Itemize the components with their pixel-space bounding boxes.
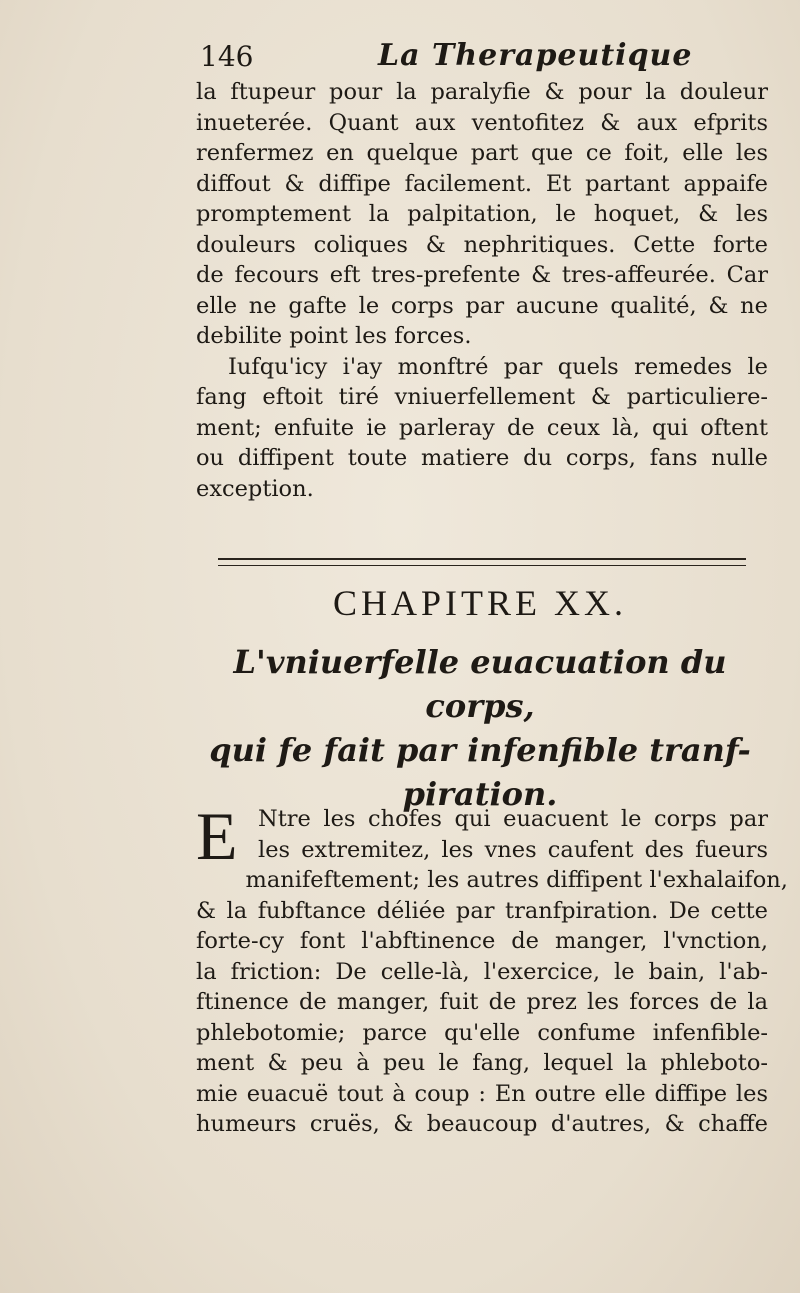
running-title: La Therapeutique [378,38,693,73]
text-line: la friction: De celle-là, l'exercice, le bain, l'ab- [196,958,768,985]
chapter-title-line: qui fe fait par infenfible tranf- [209,731,751,769]
paragraph [196,352,768,505]
body-text-top [196,77,768,504]
text-line: promptement la palpitation, le hoquet, & les [196,201,768,227]
text-line: ftinence de manger, fuit de prez les forces de la [196,989,768,1015]
text-line: Iufqu'icy i'ay monftré par quels remedes le [228,353,768,380]
drop-cap: E [196,798,238,874]
chapter-title-line: piration. [402,775,558,813]
chapter-title-line: L'vniuerfelle euacuation du corps, [233,643,727,725]
text-line: ment; enfuite ie parleray de ceux là, qui oftent [196,414,768,441]
text-line: exception. [196,475,314,502]
text-line: elle ne gafte le corps par aucune qualité, & ne [196,292,768,319]
text-line: les extremitez, les vnes caufent des fueurs [258,836,768,863]
text-line: ment & peu à peu le fang, lequel la phleboto- [196,1050,768,1076]
text-line: de fecours eft tres-prefente & tres-affeurée. Car [196,262,768,288]
text-line: Ntre les chofes qui euacuent le corps par [258,806,768,832]
section-rule [218,558,746,566]
body-text-chapter [196,798,788,1140]
text-line: inueterée. Quant aux ventofitez & aux efprits [196,109,768,136]
text-line: ou diffipent toute matiere du corps, fans nulle [196,445,768,471]
text-line: fang eftoit tiré vniuerfellement & particuliere- [196,384,768,410]
paragraph [196,77,768,352]
text-line: mie euacuë tout à coup : En outre elle diffipe les [196,1080,768,1107]
text-line: forte-cy font l'abftinence de manger, l'vnction, [196,928,768,954]
chapter-title [200,640,760,816]
drop-cap-lines [258,804,768,865]
text-line: phlebotomie; parce qu'elle confume infenfible- [196,1019,768,1046]
text-line: douleurs coliques & nephritiques. Cette forte [196,231,768,258]
chapter-heading: CHAPITRE XX. [332,583,627,623]
text-line: & la fubftance déliée par tranfpiration. De cette [196,897,768,924]
text-line: debilite point les forces. [196,323,472,349]
text-line: la ftupeur pour la paralyfie & pour la douleur [196,79,768,105]
text-line: humeurs cruës, & beaucoup d'autres, & chaffe [196,1111,768,1137]
text-line: manifeftement; les autres diffipent l'exhalaifon, [245,867,788,893]
text-line: diffout & diffipe facilement. Et partant appaife [196,170,768,197]
page-number: 146 [200,40,254,73]
text-line: renfermez en quelque part que ce foit, elle les [196,140,768,166]
page-header [200,38,780,78]
